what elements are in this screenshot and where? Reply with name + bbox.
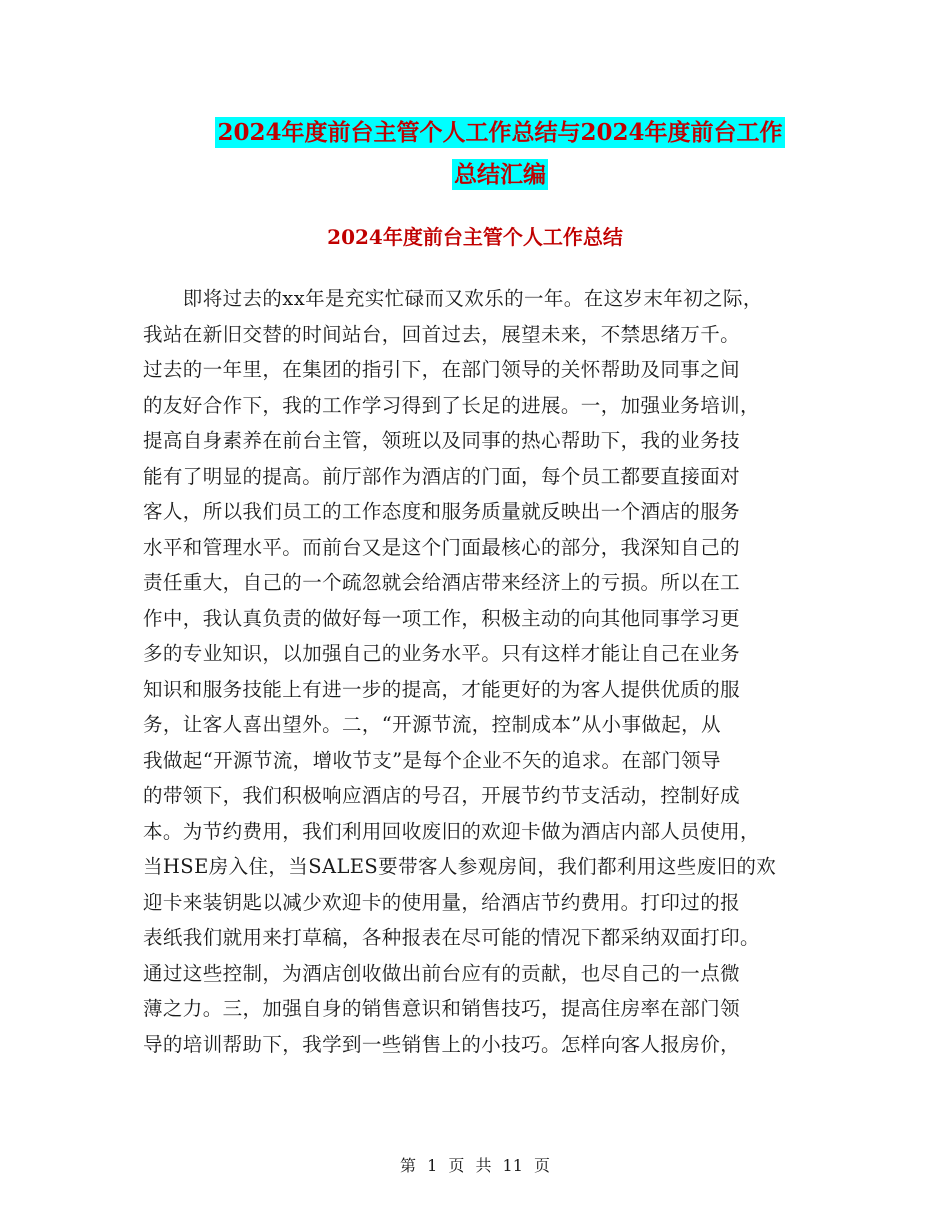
body-line: 务，让客人喜出望外。二，“开源节流，控制成本”从小事做起，从 [143, 713, 721, 736]
body-line: 客人，所以我们员工的工作态度和服务质量就反映出一个酒店的服务 [143, 500, 741, 523]
body-line: 通过这些控制，为酒店创收做出前台应有的贡献，也尽自己的一点微 [143, 961, 741, 985]
body-line: 迎卡来装钥匙以减少欢迎卡的使用量，给酒店节约费用。打印过的报 [143, 890, 741, 914]
body-line: 即将过去的xx年是充实忙碌而又欢乐的一年。在这岁末年初之际， [143, 287, 763, 310]
body-line: 导的培训帮助下，我学到一些销售上的小技巧。怎样向客人报房价， [143, 1032, 741, 1056]
body-line: 提高自身素养在前台主管，领班以及同事的热心帮助下，我的业务技 [143, 429, 741, 452]
document-title-line-1: 2024年度前台主管个人工作总结与2024年度前台工作 [217, 119, 783, 146]
body-line: 能有了明显的提高。前厅部作为酒店的门面，每个员工都要直接面对 [143, 464, 741, 488]
body-line: 的友好合作下，我的工作学习得到了长足的进展。一，加强业务培训， [143, 393, 760, 417]
body-line: 的带领下，我们积极响应酒店的号召，开展节约节支活动，控制好成 [143, 784, 741, 807]
body-line: 水平和管理水平。而前台又是这个门面最核心的部分，我深知自己的 [143, 535, 741, 559]
body-line: 表纸我们就用来打草稿，各种报表在尽可能的情况下都采纳双面打印。 [143, 926, 760, 949]
page-footer: 第 1 页 共 11 页 [400, 1156, 550, 1175]
section-title: 2024年度前台主管个人工作总结 [327, 225, 623, 249]
body-line: 当HSE房入住，当SALES要带客人参观房间，我们都利用这些废旧的欢 [143, 855, 777, 878]
body-line: 我做起“开源节流，增收节支”是每个企业不矢的追求。在部门领导 [143, 748, 721, 772]
document-title-line-2: 总结汇编 [454, 161, 546, 188]
body-line: 薄之力。三，加强自身的销售意识和销售技巧，提高住房率在部门领 [143, 997, 741, 1020]
body-paragraph [143, 281, 811, 1062]
document-title [120, 112, 880, 196]
body-line: 过去的一年里，在集团的指引下，在部门领导的关怀帮助及同事之间 [143, 358, 741, 381]
body-line: 知识和服务技能上有进一步的提高，才能更好的为客人提供优质的服 [143, 677, 741, 701]
body-line: 本。为节约费用，我们利用回收废旧的欢迎卡做为酒店内部人员使用， [143, 819, 760, 843]
body-line: 多的专业知识，以加强自己的业务水平。只有这样才能让自己在业务 [143, 642, 741, 665]
body-line: 责任重大，自己的一个疏忽就会给酒店带来经济上的亏损。所以在工 [143, 571, 741, 594]
body-line: 作中，我认真负责的做好每一项工作，积极主动的向其他同事学习更 [143, 606, 741, 630]
body-line: 我站在新旧交替的时间站台，回首过去，展望未来，不禁思绪万千。 [143, 322, 741, 346]
